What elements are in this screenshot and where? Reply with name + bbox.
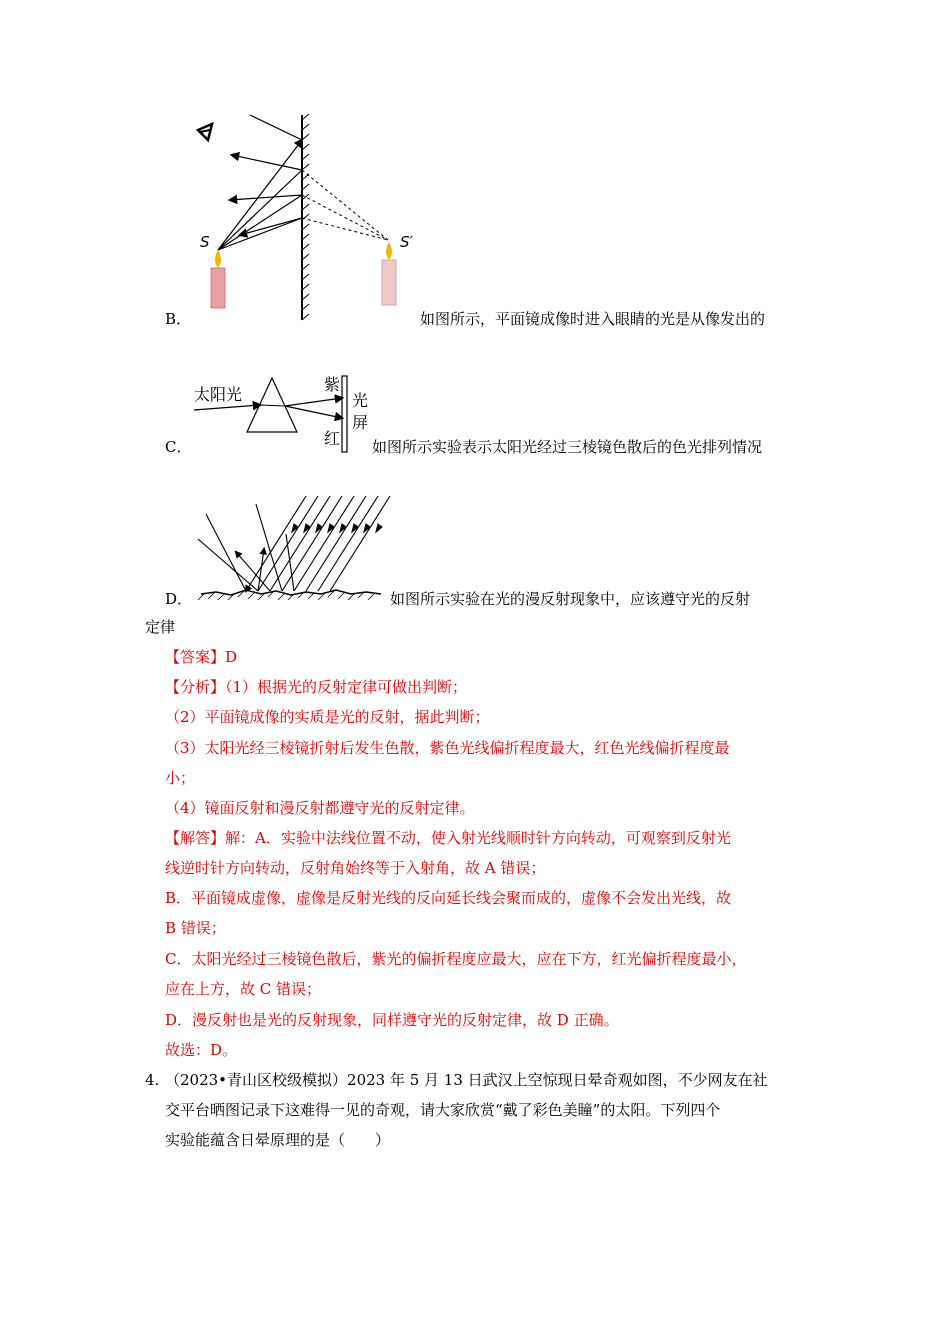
eye-icon [198,124,212,140]
question-4-line-3: 实验能蕴含日晕原理的是（ ） [165,1131,391,1149]
option-d-text: 如图所示实验在光的漫反射现象中，应该遵守光的反射 [390,590,751,608]
question-4-number: 4. [145,1071,160,1089]
solution-line-a2: 线逆时针方向转动，反射角始终等于入射角，故 A 错误； [165,859,546,877]
label-s: S [200,233,210,251]
option-c-text: 如图所示实验表示太阳光经过三棱镜色散后的色光排列情况 [372,438,763,456]
solution-line-b1: B．平面镜成虚像，虚像是反射光线的反向延长线会聚而成的，虚像不会发出光线，故 [165,889,732,907]
reflected-rays [230,115,302,235]
virtual-rays [302,170,388,240]
option-b-letter: B． [165,310,192,328]
solution-line-c2: 应在上方，故 C 错误； [165,980,322,998]
screen [342,376,347,452]
label-red: 红 [324,429,341,448]
candle-s [211,250,225,308]
option-c-letter: C． [165,438,192,456]
figure-c-prism [192,368,372,458]
analysis-line-2: （2）平面镜成像的实质是光的反射，据此判断； [165,708,490,726]
analysis-line-3a: （3）太阳光经三棱镜折射后发生色散，紫色光线偏折程度最大，红色光线偏折程度最 [165,739,730,757]
solution-choice: 故选：D。 [165,1041,238,1059]
analysis-line-3b: 小； [165,769,196,787]
answer-label: 【答案】 [165,648,226,666]
analysis-line-1: 【分析】（1）根据光的反射定律可做出判断； [165,678,468,696]
question-4-line-1: （2023•青山区校级模拟）2023 年 5 月 13 日武汉上空惊现日晕奇观如图，不少网友在社 [165,1071,768,1089]
figure-d-diffuse-reflection [196,494,396,606]
label-s-prime: S′ [400,233,413,251]
answer-value: D [225,648,238,666]
option-d-text-continued: 定律 [145,618,176,636]
solution-label: 【解答】 [165,829,226,847]
solution-line-c1: C．太阳光经过三棱镜色散后，紫光的偏折程度应最大，应在下方，红光偏折程度最小， [165,950,747,968]
mirror [302,114,309,320]
option-d-letter: D． [165,590,193,608]
label-screen-1: 光 [352,391,369,410]
candle-s-prime [382,242,396,305]
solution-line-b2: B 错误； [165,919,226,937]
question-4-line-2: 交平台晒图记录下这难得一见的奇观，请大家欣赏“戴了彩色美瞳”的太阳。下列四个 [165,1101,721,1119]
label-screen-2: 屏 [352,413,369,432]
incident-rays [218,140,302,250]
figure-b-plane-mirror [190,110,413,330]
answer-line [165,647,237,667]
analysis-line-4: （4）镜面反射和漫反射都遵守光的反射定律。 [165,799,475,817]
label-sunlight: 太阳光 [194,385,243,404]
option-b-text: 如图所示，平面镜成像时进入眼睛的光是从像发出的 [420,310,766,328]
solution-line-d: D．漫反射也是光的反射现象，同样遵守光的反射定律，故 D 正确。 [165,1011,619,1029]
analysis-label: 【分析】 [165,678,226,696]
label-purple: 紫 [324,375,341,394]
solution-line-a1: 【解答】解：A．实验中法线位置不动，使入射光线顺时针方向转动，可观察到反射光 [165,829,731,847]
